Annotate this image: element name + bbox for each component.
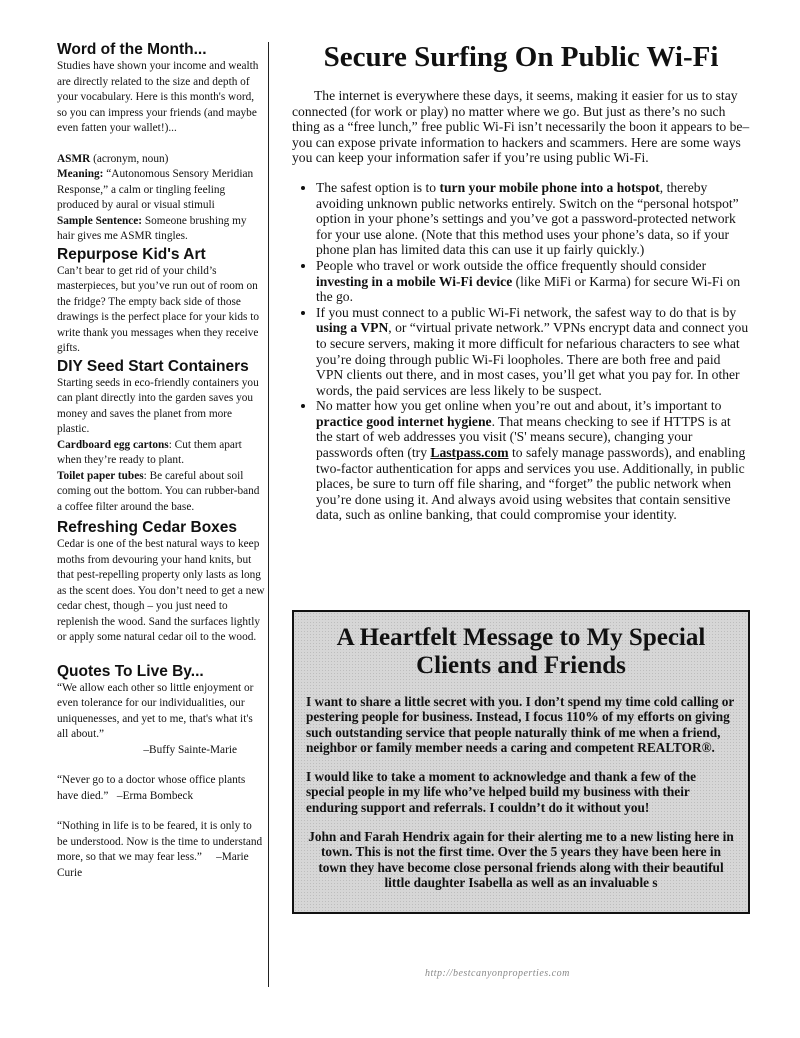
paper-tubes-tip	[57, 469, 265, 516]
tip-hygiene-pre: No matter how you get online when you’re out and about, it’s important to	[316, 398, 722, 414]
box-paragraph-1: I want to share a little secret with you. I don’t spend my time cold calling or pestering people for business. Instead, I focus 110% of my efforts on giving such outstanding service that people naturally think of me when a friend, neighbor or family member needs a caring and competent REALTOR®.	[306, 694, 735, 755]
cedar-boxes-text: Cedar is one of the best natural ways to keep moths from devouring your hand knits, but that pest-repelling property only lasts as long as the scent does. You don’t need to get a new cedar chest, though – you just need to replenish the wood. Sand the surfaces lightly or apply some natural cedar oil to the wood.	[57, 538, 265, 643]
tip-mobile-wifi	[316, 258, 750, 305]
kids-art-heading: Repurpose Kid's Art	[57, 245, 206, 263]
quote-1-author: –Buffy Sainte-Marie	[143, 743, 237, 756]
heartfelt-message-box	[292, 610, 750, 914]
article-title: Secure Surfing On Public Wi-Fi	[323, 41, 719, 73]
tip-vpn-bold: using a VPN	[316, 320, 389, 336]
tip-hotspot-post: , thereby avoiding unknown public networks entirely. Switch on the “personal hotspot” option in your phone’s settings and you’ve got a password-protected network for your use alone. (Note that this method uses your phone’s data, so if your phone plan has limited data this can use it up fairly quickly.)	[316, 179, 739, 258]
word-term: ASMR	[57, 152, 91, 165]
quote-3	[57, 819, 265, 881]
box-paragraph-2: I would like to take a moment to acknowledge and thank a few of the special people in my life who’ve helped build my business with their enduring support and referrals. I couldn’t do it without you!	[306, 769, 697, 815]
word-of-month-heading: Word of the Month...	[57, 41, 207, 58]
tips-list	[292, 180, 750, 523]
tip-hotspot-pre: The safest option is to	[316, 179, 440, 195]
seed-containers-heading: DIY Seed Start Containers	[57, 357, 249, 375]
tip-vpn-pre: If you must connect to a public Wi-Fi network, the safest way to do that is by	[316, 304, 737, 320]
word-intro: Studies have shown your income and wealth are directly related to the size and depth of your vocabulary. Here is this month's word, so you can impress your friends (and maybe even fatten your wallet!)...	[57, 60, 259, 134]
egg-cartons-tip	[57, 438, 265, 469]
egg-cartons-label: Cardboard egg cartons	[57, 438, 169, 451]
cedar-boxes-heading: Refreshing Cedar Boxes	[57, 519, 238, 536]
lastpass-link[interactable]: Lastpass.com	[430, 445, 509, 461]
quote-3-text: “Nothing in life is to be feared, it is only to be understood. Now is the time to understand more, so that we may fear less.”	[57, 820, 263, 863]
meaning-label: Meaning:	[57, 168, 104, 180]
paper-tubes-label: Toilet paper tubes	[57, 469, 144, 482]
tip-vpn	[316, 305, 750, 399]
seed-containers-text: Starting seeds in eco-friendly containers you can plant directly into the garden saves you money and saves the planet from more plastic.	[57, 376, 259, 435]
tip-mobile-wifi-bold: investing in a mobile Wi-Fi device	[316, 273, 513, 289]
tip-hotspot	[316, 180, 750, 258]
quote-1: “We allow each other so little enjoyment or even tolerance for our individualities, our uniquenesses, and yet to me, that's what it's all about.”	[57, 681, 254, 740]
tip-mobile-wifi-pre: People who travel or work outside the office frequently should consider	[316, 257, 707, 273]
tip-hygiene-post: to safely manage passwords), and enabling two-factor authentication for apps and services you use. Additionally, in public places, be sure to turn off file sharing, and “forget” the public network when you’re done using it. And always avoid using websites that contain sensitive data, such as online banking, that could compromise your identity.	[316, 445, 746, 523]
quote-2-author: –Erma Bombeck	[116, 789, 194, 802]
meaning-text: “Autonomous Sensory Meridian Response,” a calm or tingling feeling produced by aural or visual stimuli	[57, 168, 254, 211]
tip-mobile-wifi-post: (like MiFi or Karma) for secure Wi-Fi on the go.	[316, 273, 741, 305]
paper-tubes-text: : Be careful about soil coming out the bottom. You can rubber-band a coffee filter around the base.	[57, 469, 260, 513]
sentence-label: Sample Sentence:	[57, 214, 143, 227]
quote-3-author: –Marie Curie	[57, 851, 249, 879]
word-term-pos: (acronym, noun)	[90, 152, 169, 165]
tip-hygiene	[316, 398, 750, 523]
tip-hygiene-bold: practice good internet hygiene	[316, 413, 492, 429]
egg-cartons-text: : Cut them apart when they’re ready to plant.	[57, 438, 242, 466]
main-article	[292, 40, 750, 523]
article-intro: The internet is everywhere these days, it seems, making it easier for us to stay connected (for work or play) no matter where we go. But just as there’s no such thing as a “free lunch,” free public Wi-Fi isn’t necessarily the boon it appears to be–you can expose private information to hackers and scammers. Here are some ways you can keep your information safer if you’re using public Wi-Fi.	[292, 88, 750, 166]
quotes-heading: Quotes To Live By...	[57, 662, 204, 680]
sentence-text: Someone brushing my hair gives me ASMR tingles.	[57, 214, 247, 242]
tip-hygiene-mid: . That means checking to see if HTTPS is at the start of web addresses you visit ('S' means secure), changing your passwords often (try	[316, 413, 731, 461]
tip-vpn-post: , or “virtual private network.” VPNs encrypt data and connect you to secure servers, making it more difficult for nefarious characters to see what you’re doing through public Wi-Fi loopholes. There are both free and paid VPN clients out there, and in most cases, you’ll get what you pay for. In other words, the paid services are less likely to be suspect.	[316, 320, 749, 398]
quote-2	[57, 773, 265, 804]
tip-hotspot-bold: turn your mobile phone into a hotspot	[439, 179, 660, 195]
box-paragraph-3: John and Farah Hendrix again for their alerting me to a new listing here in town. This is not the first time. Over the 5 years they have been here in town they have become close personal friends along with their beautiful little daughter Isabella as well as an invaluable s	[308, 829, 734, 890]
kids-art-text: Can’t bear to get rid of your child’s masterpieces, but you’ve run out of room on the fridge? The empty back side of those drawings is the perfect place for your kids to write thank you messages when they receive gifts.	[57, 264, 260, 354]
word-term-line	[57, 152, 265, 168]
box-title: A Heartfelt Message to My Special Clients and Friends	[336, 624, 706, 679]
quote-2-text: “Never go to a doctor whose office plants have died.”	[57, 774, 246, 802]
footer-url[interactable]: http://bestcanyonproperties.com	[425, 968, 570, 979]
word-meaning	[57, 167, 265, 214]
word-sentence	[57, 214, 265, 245]
sidebar	[57, 40, 265, 881]
column-divider	[268, 42, 269, 987]
